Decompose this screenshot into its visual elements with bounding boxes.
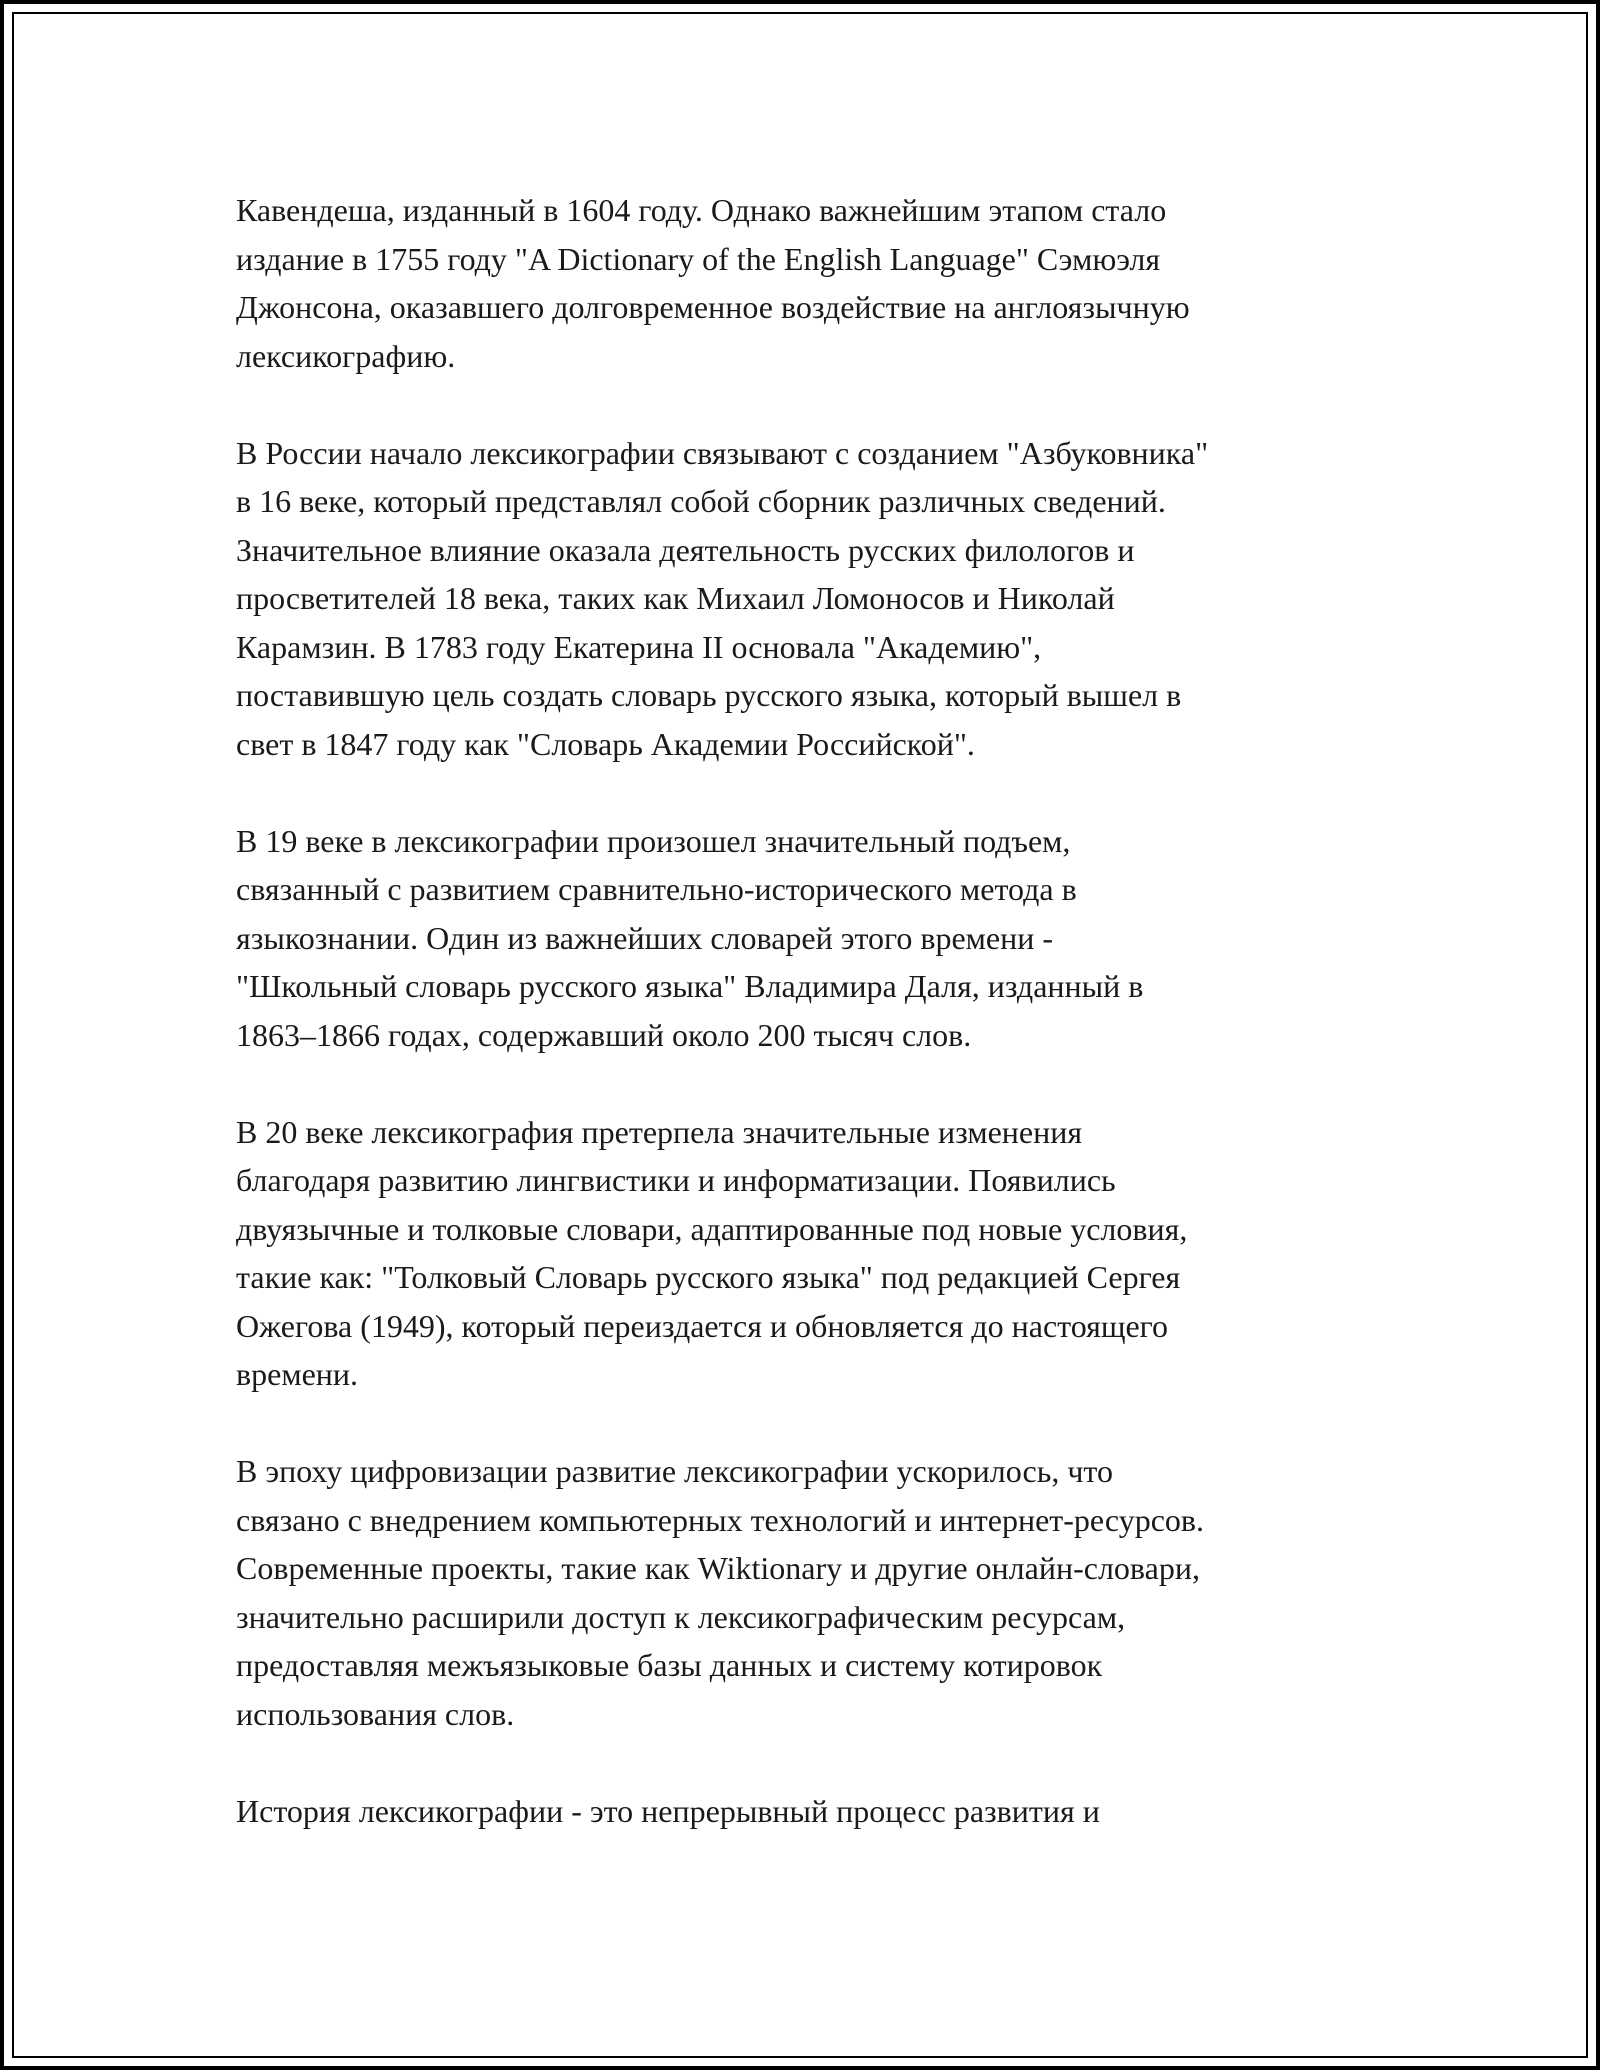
document-body (236, 186, 1386, 1884)
text-line: свет в 1847 году как "Словарь Академии Российской". (236, 725, 975, 762)
text-line: Джонсона, оказавшего долговременное воздействие на англоязычную (236, 289, 1190, 325)
paragraph (236, 429, 1386, 769)
text-line: благодаря развитию лингвистики и информатизации. Появились (236, 1162, 1116, 1198)
text-line: просветителей 18 века, таких как Михаил Ломоносов и Николай (236, 580, 1115, 616)
text-line: предоставляя межъязыковые базы данных и систему котировок (236, 1647, 1103, 1683)
text-line: в 16 веке, который представлял собой сборник различных сведений. (236, 483, 1166, 519)
text-line: такие как: "Толковый Словарь русского языка" под редакцией Сергея (236, 1259, 1181, 1295)
paragraph (236, 817, 1386, 1060)
text-line: Значительное влияние оказала деятельность русских филологов и (236, 531, 1135, 568)
text-line: связано с внедрением компьютерных технологий и интернет-ресурсов. (236, 1501, 1204, 1538)
text-line: времени. (236, 1356, 359, 1392)
text-line: В эпоху цифровизации развитие лексикографии ускорилось, что (236, 1453, 1113, 1489)
text-line: "Школьный словарь русского языка" Владимира Даля, изданный в (236, 968, 1144, 1004)
text-line: языкознании. Один из важнейших словарей этого времени - (236, 919, 1054, 956)
text-line: использования слов. (236, 1695, 515, 1732)
text-line: В 20 веке лексикография претерпела значительные изменения (236, 1113, 1083, 1150)
text-line: Кавендеша, изданный в 1604 году. Однако важнейшим этапом стало (236, 192, 1167, 228)
text-line: двуязычные и толковые словари, адаптированные под новые условия, (236, 1210, 1188, 1247)
text-line: Карамзин. В 1783 году Екатерина II основала "Академию", (236, 628, 1042, 665)
paragraph (236, 1787, 1386, 1836)
text-line: лексикографию. (236, 337, 456, 374)
text-line: Современные проекты, такие как Wiktionary и другие онлайн-словари, (236, 1550, 1200, 1586)
text-line: Ожегова (1949), который переиздается и обновляется до настоящего (236, 1307, 1168, 1344)
paragraph (236, 186, 1386, 380)
text-line: 1863–1866 годах, содержавший около 200 тысяч слов. (236, 1016, 972, 1053)
paragraph (236, 1108, 1386, 1399)
text-line: В России начало лексикографии связывают с созданием "Азбуковника" (236, 434, 1209, 471)
text-line: поставившую цель создать словарь русского языка, который вышел в (236, 677, 1182, 713)
text-line: В 19 веке в лексикографии произошел значительный подъем, (236, 822, 1071, 859)
text-line: История лексикографии - это непрерывный процесс развития и (236, 1792, 1100, 1829)
text-line: издание в 1755 году "A Dictionary of the English Language" Сэмюэля (236, 240, 1161, 277)
paragraph (236, 1447, 1386, 1738)
text-line: значительно расширили доступ к лексикографическим ресурсам, (236, 1598, 1126, 1635)
text-line: связанный с развитием сравнительно-исторического метода в (236, 871, 1077, 907)
